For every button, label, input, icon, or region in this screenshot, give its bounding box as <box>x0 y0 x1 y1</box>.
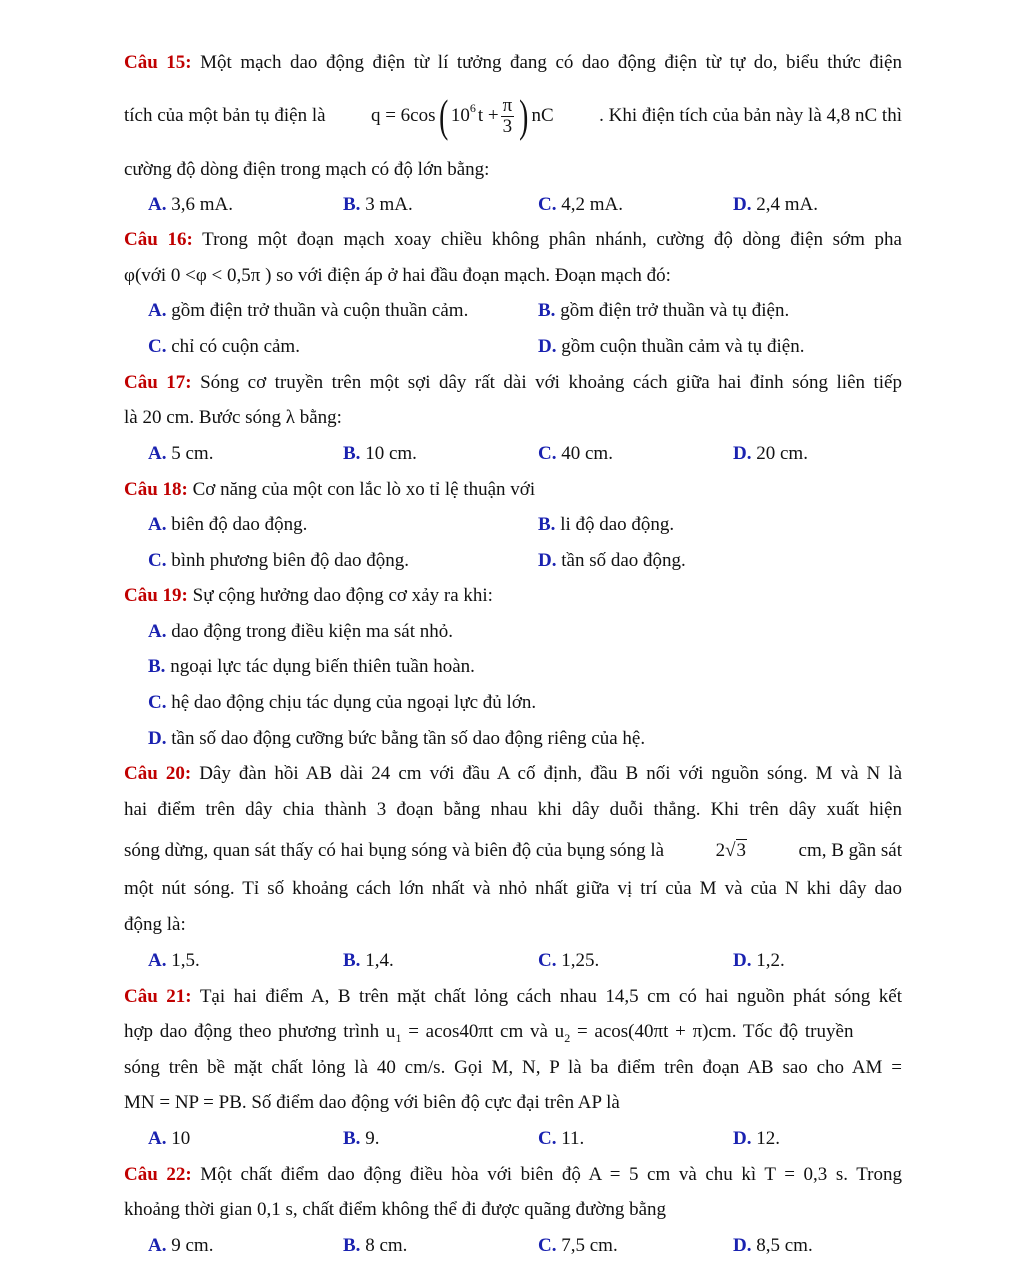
q15-line2 <box>124 90 902 142</box>
option-text: 10 cm. <box>365 443 417 464</box>
q21-line4: MN = NP = PB. Số điểm dao động với biên độ cực đại trên AP là <box>124 1092 620 1113</box>
option-text: 3 mA. <box>365 194 413 215</box>
option-text: tần số dao động. <box>561 550 686 571</box>
option-letter: A. <box>148 300 167 321</box>
option-letter: B. <box>343 1128 361 1149</box>
q17-option-d[interactable] <box>733 442 808 466</box>
option-text: hệ dao động chịu tác dụng của ngoại lực đủ lớn. <box>171 692 537 713</box>
option-letter: C. <box>538 1235 557 1256</box>
q21-option-c[interactable] <box>538 1127 584 1151</box>
q20-line3 <box>124 839 902 863</box>
q15-option-b[interactable] <box>343 193 413 217</box>
option-text: chỉ có cuộn cảm. <box>171 336 300 357</box>
q22-line1 <box>124 1163 902 1187</box>
option-letter: D. <box>733 1128 752 1149</box>
q15-formula-unit: nC <box>531 105 554 126</box>
q16-label: Câu 16: <box>124 229 193 250</box>
q18-option-c[interactable] <box>148 549 409 573</box>
q20-line3-pre: sóng dừng, quan sát thấy có hai bụng sóng và biên độ của bụng sóng là <box>124 840 665 861</box>
option-letter: B. <box>538 300 556 321</box>
q20-label: Câu 20: <box>124 763 192 784</box>
q16-option-a[interactable] <box>148 299 468 323</box>
q16-option-b[interactable] <box>538 299 789 323</box>
option-text: gồm điện trở thuần và tụ điện. <box>560 300 790 321</box>
option-letter: A. <box>148 621 167 642</box>
q22-option-c[interactable] <box>538 1234 618 1258</box>
q15-option-c[interactable] <box>538 193 623 217</box>
q17-option-c[interactable] <box>538 442 613 466</box>
q16-line2: φ(với 0 <φ < 0,5π ) so với điện áp ở hai đầu đoạn mạch. Đoạn mạch đó: <box>124 265 671 286</box>
q22-option-b[interactable] <box>343 1234 407 1258</box>
q19-option-d[interactable] <box>148 727 645 751</box>
option-letter: A. <box>148 1128 167 1149</box>
option-text: 10 <box>171 1128 191 1149</box>
q20-line3-post: cm, B gần sát <box>798 840 902 861</box>
option-text: 9. <box>365 1128 380 1149</box>
option-text: 7,5 cm. <box>561 1235 618 1256</box>
q21-sub1: 1 <box>395 1030 402 1045</box>
q20-line4: một nút sóng. Tỉ số khoảng cách lớn nhất và nhỏ nhất giữa vị trí của M và của N khi dây dao <box>124 878 902 899</box>
option-text: 9 cm. <box>171 1235 214 1256</box>
option-letter: A. <box>148 514 167 535</box>
option-text: biên độ dao động. <box>171 514 308 535</box>
q20-line5: động là: <box>124 914 186 935</box>
q20-text: Dây đàn hồi AB dài 24 cm với đầu A cố định, đầu B nối với nguồn sóng. M và N là <box>199 763 902 784</box>
q20-option-a[interactable] <box>148 949 200 973</box>
q21-line2-c: = acos(40πt + π)cm. Tốc độ truyền <box>570 1021 854 1042</box>
q20-option-c[interactable] <box>538 949 599 973</box>
option-letter: C. <box>148 692 167 713</box>
option-letter: C. <box>538 950 557 971</box>
option-text: 40 cm. <box>561 443 613 464</box>
q15-formula-base: 10 <box>450 105 470 126</box>
option-letter: A. <box>148 443 167 464</box>
option-letter: B. <box>343 443 361 464</box>
q22-line2: khoảng thời gian 0,1 s, chất điểm không thể đi được quãng đường bằng <box>124 1199 667 1220</box>
q20-option-b[interactable] <box>343 949 394 973</box>
option-letter: B. <box>343 950 361 971</box>
q17-line1 <box>124 371 902 395</box>
q15-formula-t: t + <box>477 105 499 126</box>
option-letter: C. <box>148 550 167 571</box>
q15-fraction-num: π <box>502 94 513 116</box>
option-text: 1,25. <box>561 950 600 971</box>
option-text: gồm cuộn thuần cảm và tụ điện. <box>561 336 805 357</box>
q16-option-c[interactable] <box>148 335 300 359</box>
option-letter: B. <box>538 514 556 535</box>
q17-option-a[interactable] <box>148 442 213 466</box>
q21-line2-b: = acos40πt cm và u <box>401 1021 565 1042</box>
option-letter: B. <box>343 194 361 215</box>
option-letter: D. <box>538 336 557 357</box>
q19-option-a[interactable] <box>148 620 453 644</box>
q21-line3: sóng trên bề mặt chất lỏng là 40 cm/s. Gọi M, N, P là ba điểm trên đoạn AB sao cho AM = <box>124 1057 902 1078</box>
option-text: dao động trong điều kiện ma sát nhỏ. <box>171 621 454 642</box>
q18-line1 <box>124 478 902 502</box>
q19-text: Sự cộng hưởng dao động cơ xảy ra khi: <box>192 585 493 606</box>
q22-label: Câu 22: <box>124 1164 192 1185</box>
q20-radicand: 3 <box>736 840 747 861</box>
q15-line2-pre: tích của một bản tụ điện là <box>124 105 326 126</box>
q21-option-b[interactable] <box>343 1127 379 1151</box>
q16-text: Trong một đoạn mạch xoay chiều không phân nhánh, cường độ dòng điện sớm pha <box>202 229 902 250</box>
q21-line1 <box>124 985 902 1009</box>
q15-line2-post: . Khi điện tích của bản này là 4,8 nC thì <box>599 105 902 126</box>
q21-line2 <box>124 1020 902 1050</box>
option-letter: B. <box>343 1235 361 1256</box>
q21-line2-a: hợp dao động theo phương trình u <box>124 1021 396 1042</box>
q15-option-a[interactable] <box>148 193 233 217</box>
q17-line2: là 20 cm. Bước sóng λ bằng: <box>124 407 342 428</box>
option-text: bình phương biên độ dao động. <box>171 550 410 571</box>
q15-line1 <box>124 51 902 75</box>
q19-option-b[interactable] <box>148 655 475 679</box>
option-text: 12. <box>756 1128 780 1149</box>
q17-option-b[interactable] <box>343 442 417 466</box>
q15-line3: cường độ dòng điện trong mạch có độ lớn bằng: <box>124 159 490 180</box>
q20-line2: hai điểm trên dây chia thành 3 đoạn bằng nhau khi dây duỗi thẳng. Khi trên dây xuất hiện <box>124 799 902 820</box>
option-text: 4,2 mA. <box>561 194 623 215</box>
q22-option-a[interactable] <box>148 1234 213 1258</box>
option-text: 11. <box>561 1128 585 1149</box>
q15-formula: q = 6cos ( 10 $^6$ t + $\frac{\pi}{3}$ ) nC <box>371 90 554 142</box>
q15-fraction-den: 3 <box>502 115 513 137</box>
q15-formula-exp: 6 <box>469 101 476 115</box>
q21-sub2: 2 <box>564 1030 571 1045</box>
q15-formula-lhs: q = 6cos <box>370 105 436 126</box>
q18-option-b[interactable] <box>538 513 674 537</box>
option-letter: C. <box>538 1128 557 1149</box>
option-text: gồm điện trở thuần và cuộn thuần cảm. <box>171 300 469 321</box>
option-letter: D. <box>733 950 752 971</box>
q20-option-d[interactable] <box>733 949 785 973</box>
q19-option-c[interactable] <box>148 691 536 715</box>
option-letter: A. <box>148 950 167 971</box>
option-letter: C. <box>148 336 167 357</box>
option-letter: D. <box>733 443 752 464</box>
option-text: 5 cm. <box>171 443 214 464</box>
q17-label: Câu 17: <box>124 372 192 393</box>
q18-text: Cơ năng của một con lắc lò xo tỉ lệ thuận với <box>192 479 536 500</box>
q15-option-d[interactable] <box>733 193 818 217</box>
q18-option-a[interactable] <box>148 513 307 537</box>
option-letter: D. <box>733 1235 752 1256</box>
option-text: li độ dao động. <box>560 514 675 535</box>
option-letter: D. <box>733 194 752 215</box>
q22-option-d[interactable] <box>733 1234 813 1258</box>
option-letter: B. <box>148 656 166 677</box>
q20-amplitude: 2√3 <box>715 840 747 861</box>
option-letter: A. <box>148 1235 167 1256</box>
q15-text: Một mạch dao động điện từ lí tưởng đang có dao động điện từ tự do, biểu thức điện <box>200 52 902 73</box>
option-letter: C. <box>538 443 557 464</box>
q20-line1 <box>124 762 902 786</box>
option-text: 20 cm. <box>756 443 808 464</box>
q21-label: Câu 21: <box>124 986 192 1007</box>
option-text: 1,2. <box>756 950 785 971</box>
option-text: 1,4. <box>365 950 394 971</box>
option-text: 3,6 mA. <box>171 194 233 215</box>
option-text: ngoại lực tác dụng biến thiên tuần hoàn. <box>170 656 475 677</box>
q19-label: Câu 19: <box>124 585 188 606</box>
option-text: 1,5. <box>171 950 200 971</box>
option-letter: D. <box>538 550 557 571</box>
option-text: 8,5 cm. <box>756 1235 813 1256</box>
q16-option-d[interactable] <box>538 335 804 359</box>
option-letter: C. <box>538 194 557 215</box>
option-letter: A. <box>148 194 167 215</box>
q20-coef: 2 <box>715 840 726 861</box>
q17-text: Sóng cơ truyền trên một sợi dây rất dài với khoảng cách giữa hai đỉnh sóng liên tiếp <box>200 372 902 393</box>
q18-option-d[interactable] <box>538 549 686 573</box>
q19-line1 <box>124 584 902 608</box>
option-text: tần số dao động cưỡng bức bằng tần số dao động riêng của hệ. <box>171 728 646 749</box>
q21-option-a[interactable] <box>148 1127 190 1151</box>
option-text: 2,4 mA. <box>756 194 818 215</box>
q15-label: Câu 15: <box>124 52 192 73</box>
option-text: 8 cm. <box>365 1235 408 1256</box>
q21-text: Tại hai điểm A, B trên mặt chất lỏng cách nhau 14,5 cm có hai nguồn phát sóng kết <box>199 986 902 1007</box>
q21-option-d[interactable] <box>733 1127 780 1151</box>
q16-line1 <box>124 228 902 252</box>
q22-text: Một chất điểm dao động điều hòa với biên độ A = 5 cm và chu kì T = 0,3 s. Trong <box>200 1164 902 1185</box>
q15-formula-fraction <box>501 96 515 137</box>
q18-label: Câu 18: <box>124 479 188 500</box>
option-letter: D. <box>148 728 167 749</box>
